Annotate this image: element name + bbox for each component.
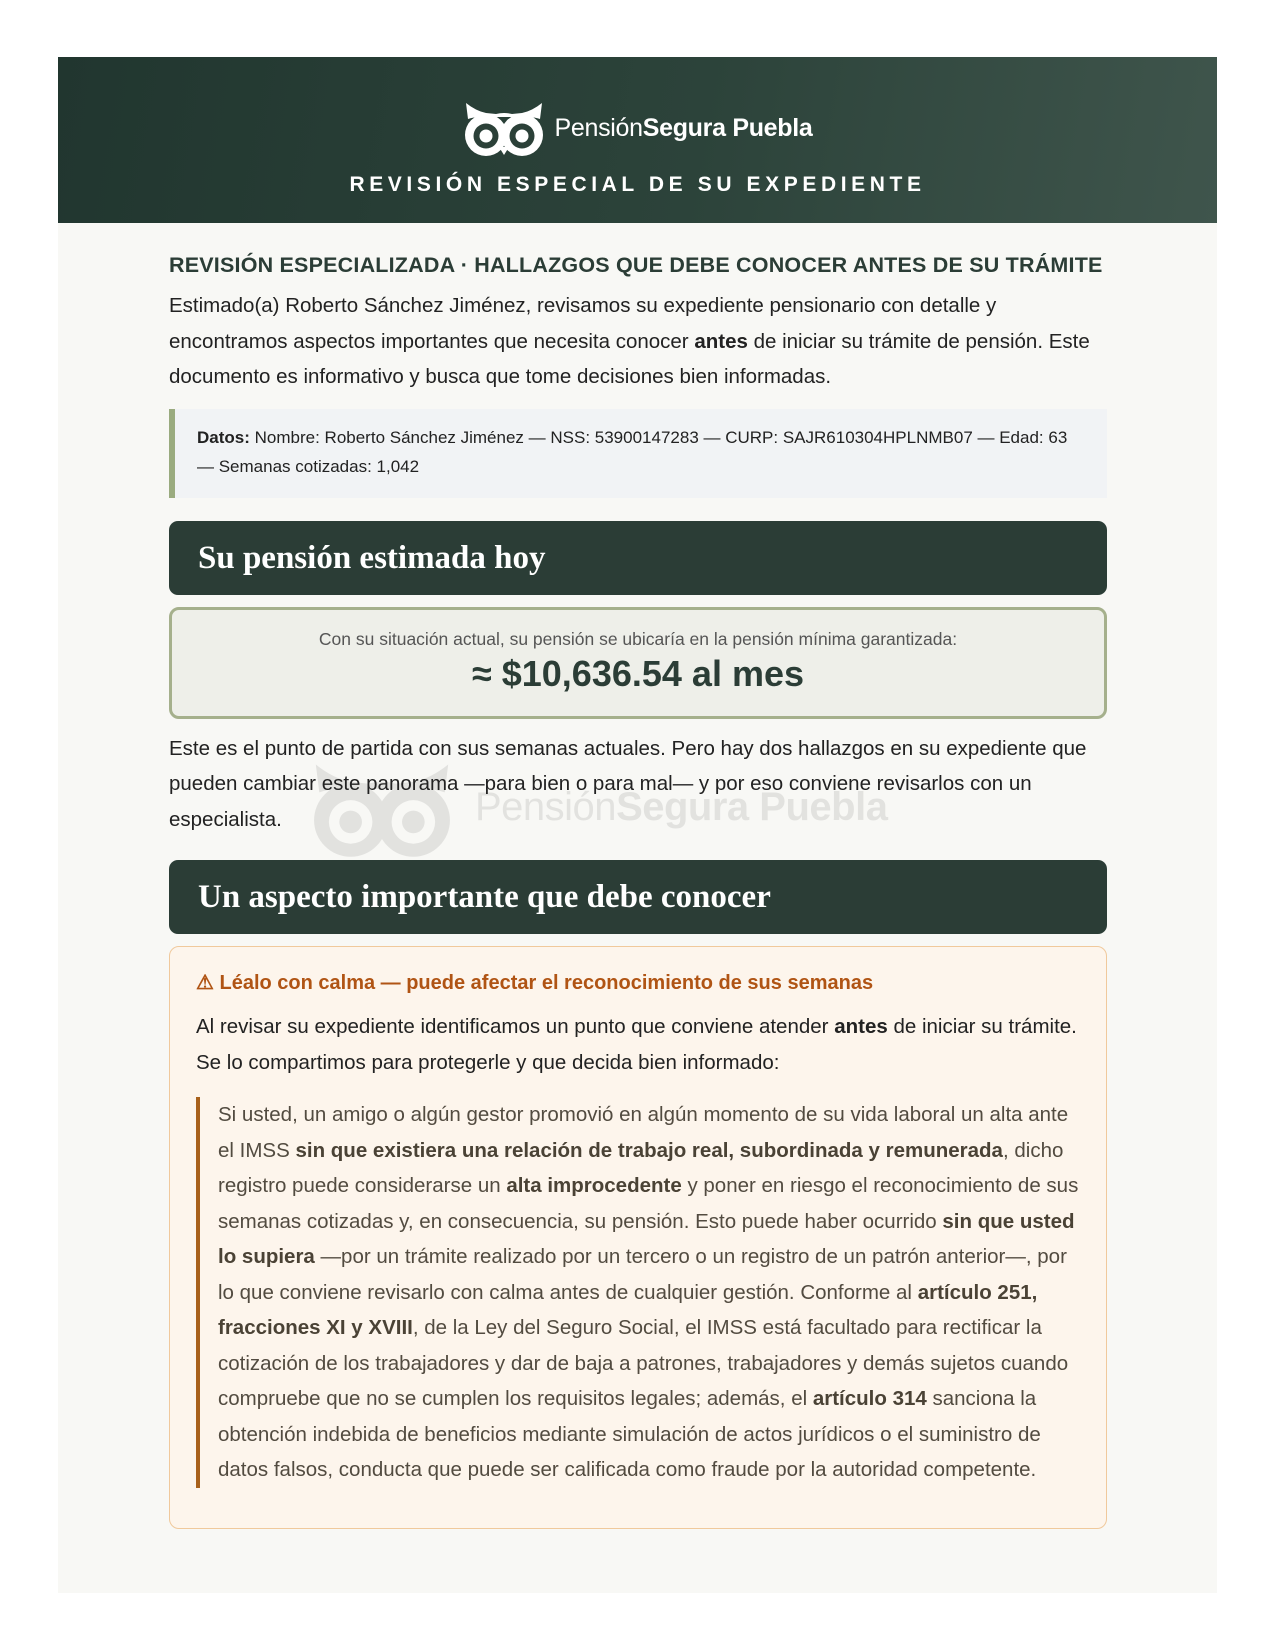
quote-bold-1: sin que existiera una relación de trabajo real, subordinada y remunerada — [295, 1138, 1003, 1162]
legal-quote — [196, 1097, 1080, 1488]
watermark-text-bold: Segura Puebla — [616, 785, 888, 829]
main-content — [169, 252, 1107, 1529]
warning-box — [169, 946, 1107, 1529]
brand — [58, 97, 1217, 159]
pension-estimate-box — [169, 607, 1107, 719]
warning-intro — [196, 1009, 1080, 1080]
intro-text-bold: antes — [694, 329, 748, 353]
intro-heading: REVISIÓN ESPECIALIZADA · HALLAZGOS QUE DEBE CONOCER ANTES DE SU TRÁMITE — [169, 253, 1103, 277]
brand-name — [554, 114, 812, 143]
section-band-aspect: Un aspecto importante que debe conocer — [169, 860, 1107, 934]
header-banner — [58, 57, 1217, 223]
brand-name-bold: Segura Puebla — [642, 113, 813, 142]
datos-label: Datos: — [197, 427, 250, 447]
section-band-pension: Su pensión estimada hoy — [169, 521, 1107, 595]
intro-text-a: Estimado(a) Roberto Sánchez Jiménez, revisamos su expediente pensionario con detalle y encontramos aspectos importantes que necesita conocer — [169, 294, 997, 353]
warning-intro-b: de iniciar su trámite. Se lo compartimos para protegerle y que decida bien informado: — [196, 1015, 1077, 1074]
quote-bold-3: sin que usted lo supiera — [218, 1209, 1075, 1268]
quote-text-1: Si usted, un amigo o algún gestor promovió en algún momento de su vida laboral un alta ante el IMSS — [218, 1103, 1069, 1162]
datos-values: Nombre: Roberto Sánchez Jiménez — NSS: 53900147283 — CURP: SAJR610304HPLNMB07 — Edad: 63 — Semanas cotizadas: 1,042 — [197, 427, 1068, 476]
intro-paragraph — [169, 288, 1107, 395]
quote-text-2: , dicho registro puede considerarse un — [218, 1138, 1064, 1197]
quote-bold-4: artículo 251, fracciones XI y XVIII — [218, 1280, 1038, 1339]
header-subtitle: REVISIÓN ESPECIAL DE SU EXPEDIENTE — [349, 173, 926, 196]
quote-bold-2: alta improcedente — [506, 1174, 682, 1197]
quote-text-6: sanciona la obtención indebida de beneficios mediante simulación de actos jurídicos o el suministro de datos falsos, conducta que puede ser calificada como fraude por la autoridad competente. — [218, 1387, 1041, 1481]
brand-name-light: Pensión — [554, 113, 643, 142]
document-page — [58, 57, 1217, 1593]
pension-caption: Con su situación actual, su pensión se ubicaría en la pensión mínima garantizada: — [318, 628, 958, 649]
pension-after-wrap — [169, 731, 1107, 838]
owl-logo-icon — [462, 97, 546, 159]
quote-bold-5: artículo 314 — [812, 1387, 927, 1410]
watermark-text-light: Pensión — [475, 785, 617, 829]
warning-title: ⚠ Léalo con calma — puede afectar el reconocimiento de sus semanas — [196, 972, 874, 994]
quote-text-3: y poner en riesgo el reconocimiento de sus semanas cotizadas y, en consecuencia, su pensión. Esto puede haber ocurrido — [218, 1174, 1079, 1233]
datos-box — [169, 409, 1107, 498]
intro-text-b: de iniciar su trámite de pensión. Este documento es informativo y busca que tome decisiones bien informadas. — [169, 329, 1090, 388]
quote-text-4: —por un trámite realizado por un tercero o un registro de un patrón anterior—, por lo que conviene revisarlo con calma antes de cualquier gestión. Conforme al — [218, 1245, 1067, 1304]
pension-after-paragraph: Este es el punto de partida con sus semanas actuales. Pero hay dos hallazgos en su expediente que pueden cambiar este panorama —para bien o para mal— y por eso conviene revisarlos con un especialista. — [169, 736, 1087, 831]
pension-amount: ≈ $10,636.54 al mes — [471, 652, 804, 694]
warning-intro-bold: antes — [834, 1015, 888, 1038]
warning-intro-a: Al revisar su expediente identificamos un punto que conviene atender — [196, 1015, 835, 1038]
quote-text-5: , de la Ley del Seguro Social, el IMSS está facultado para rectificar la cotización de los trabajadores y dar de baja a patrones, trabajadores y demás sujetos cuando compruebe que no se cumplen los requisitos legales; además, el — [218, 1316, 1069, 1410]
